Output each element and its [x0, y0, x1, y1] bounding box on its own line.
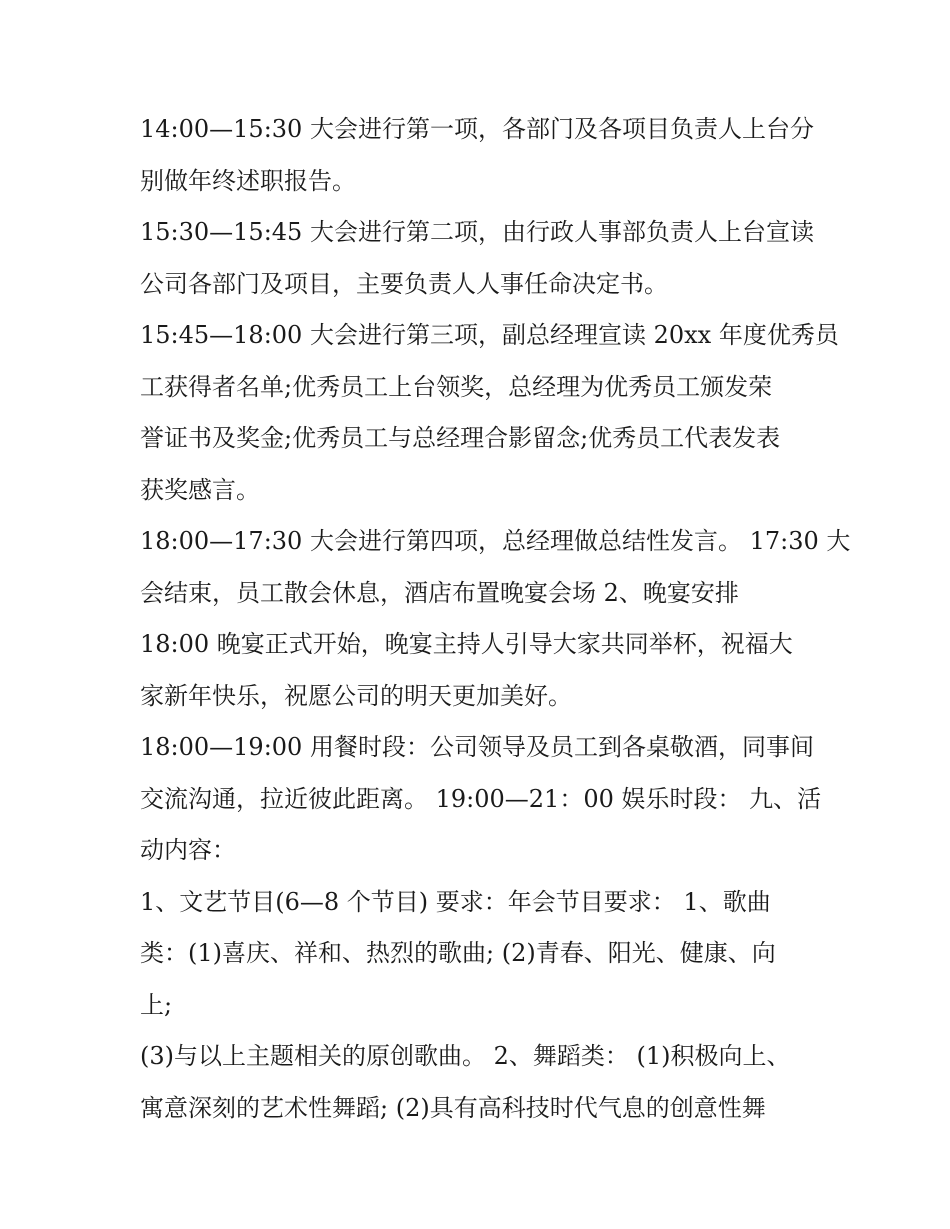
text-line: 家新年快乐，祝愿公司的明天更加美好。 — [140, 681, 572, 710]
text-line: 誉证书及奖金;优秀员工与总经理合影留念;优秀员工代表发表 — [140, 424, 781, 452]
text-line: 获奖感言。 — [140, 475, 260, 504]
text-line: 18:00—17:30 大会进行第四项，总经理做总结性发言。 17:30 大 — [140, 527, 851, 555]
text-line: 15:30—15:45 大会进行第二项，由行政人事部负责人上台宣读 — [140, 218, 814, 246]
text-line: 18:00 晚宴正式开始，晚宴主持人引导大家共同举杯，祝福大 — [140, 630, 793, 658]
text-line: 会结束，员工散会休息，酒店布置晚宴会场 2、晚宴安排 — [140, 578, 739, 607]
text-line: 寓意深刻的艺术性舞蹈; (2)具有高科技时代气息的创意性舞 — [140, 1093, 766, 1122]
text-line: (3)与以上主题相关的原创歌曲。 2、舞蹈类： (1)积极向上、 — [140, 1042, 791, 1070]
text-line: 15:45—18:00 大会进行第三项，副总经理宣读 20xx 年度优秀员 — [140, 321, 839, 349]
text-line: 工获得者名单;优秀员工上台领奖，总经理为优秀员工颁发荣 — [140, 372, 773, 401]
text-line: 动内容： — [140, 836, 236, 864]
text-line: 公司各部门及项目，主要负责人人事任命决定书。 — [140, 269, 668, 298]
text-line: 交流沟通，拉近彼此距离。 19:00—21：00 娱乐时段： 九、活 — [140, 784, 822, 813]
text-line: 别做年终述职报告。 — [140, 166, 356, 195]
text-line: 14:00—15:30 大会进行第一项，各部门及各项目负责人上台分 — [140, 115, 814, 143]
text-line: 1、文艺节目(6—8 个节目) 要求：年会节目要求： 1、歌曲 — [140, 887, 771, 916]
text-line: 类：(1)喜庆、祥和、热烈的歌曲; (2)青春、阳光、健康、向 — [140, 939, 776, 967]
document-body — [140, 104, 851, 1134]
text-line: 上; — [140, 990, 173, 1019]
text-line: 18:00—19:00 用餐时段：公司领导及员工到各桌敬酒，同事间 — [140, 733, 814, 761]
